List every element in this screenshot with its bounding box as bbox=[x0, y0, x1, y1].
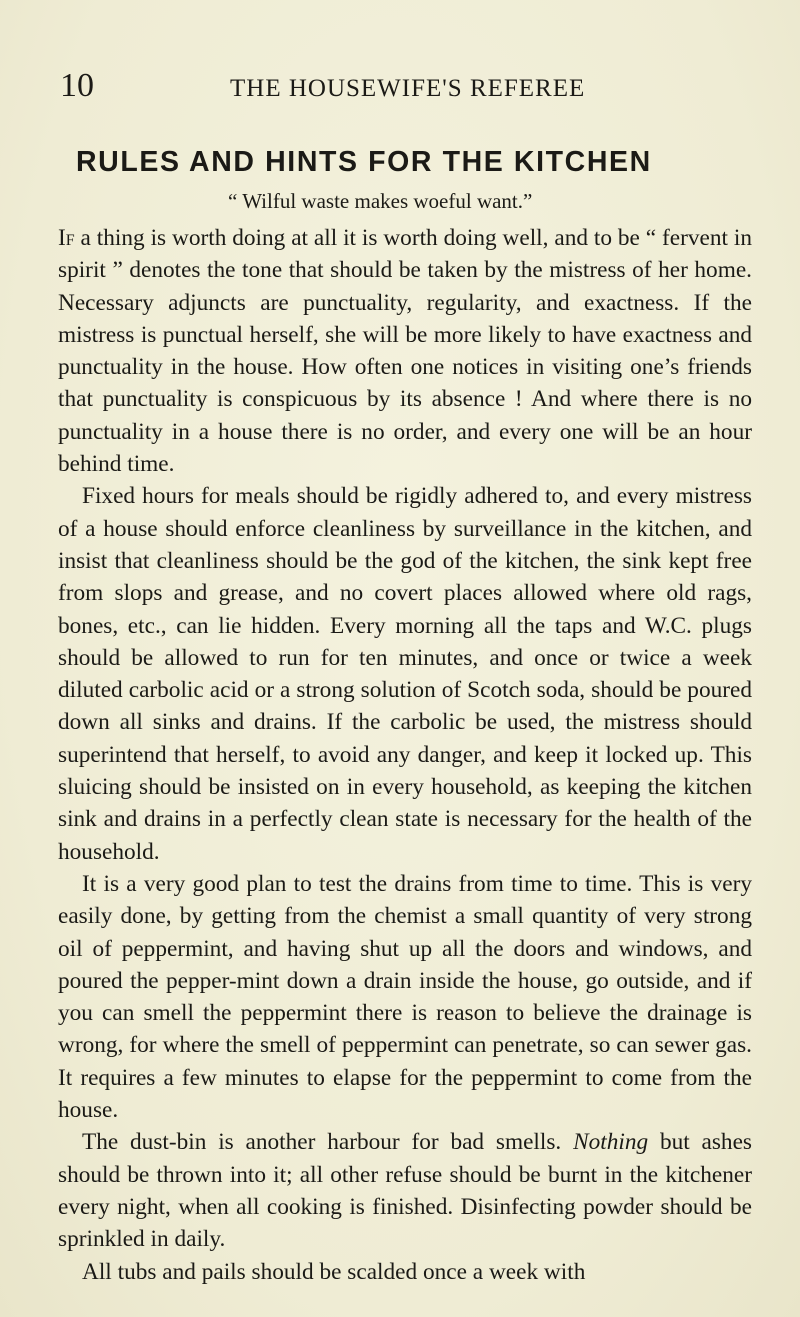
paragraph-drain-test: It is a very good plan to test the drains from time to time. This is very easily done, by getting from the chemist a small quantity of very strong oil of peppermint, and having shut up all the doors and windows, and poured the pepper-mint down a drain inside the house, go outside, and if you can smell the peppermint there is reason to believe the drainage is wrong, for where the smell of peppermint can penetrate, so can sewer gas. It requires a few minutes to elapse for the peppermint to come from the house. bbox=[58, 870, 752, 1124]
paragraph-dust-bin bbox=[58, 1126, 752, 1255]
epigraph: “ Wilful waste makes woeful want.” bbox=[228, 189, 533, 213]
drop-lead-word: If bbox=[58, 225, 75, 251]
emphasized-word: Nothing bbox=[573, 1129, 649, 1156]
paragraph-text: a thing is worth doing at all it is worth doing well, and to be “ fervent in spirit ” denotes the tone that should be taken by the mistress of her home. Necessary adjuncts are punctuality, regularity, and exactness. If the mistress is punctual herself, she will be more likely to have exactness and punctuality in the house. How often one notices in visiting one’s friends that punctuality is conspicuous by its absence ! And where there is no punctuality in a house there is no order, and every one will be an hour behind time. bbox=[58, 225, 752, 478]
paragraph-text: but ashes should be thrown into it; all other refuse should be burnt in the kitchener every night, when all cooking is finished. Disinfecting powder should be sprinkled in daily. bbox=[58, 1129, 752, 1253]
chapter-title: RULES AND HINTS FOR THE KITCHEN bbox=[76, 146, 652, 178]
paragraph-text: The dust-bin is another harbour for bad smells. bbox=[82, 1129, 574, 1156]
paragraph-tubs: All tubs and pails should be scalded once a week with bbox=[82, 1258, 586, 1285]
running-head: THE HOUSEWIFE'S REFEREE bbox=[230, 75, 586, 102]
page-number: 10 bbox=[60, 67, 94, 104]
paragraph-cleanliness: Fixed hours for meals should be rigidly adhered to, and every mistress of a house should enforce cleanliness by surveillance in the kitchen, and insist that cleanliness should be the god of the kitchen, the sink kept free from slops and grease, and no covert places allowed where old rags, bones, etc., can lie hidden. Every morning all the taps and W.C. plugs should be allowed to run for ten minutes, and once or twice a week diluted carbolic acid or a strong solution of Scotch soda, should be poured down all sinks and drains. If the carbolic be used, the mistress should superintend that herself, to avoid any danger, and keep it locked up. This sluicing should be insisted on in every household, as keeping the kitchen sink and drains in a perfectly clean state is necessary for the health of the household. bbox=[58, 483, 752, 865]
body-text bbox=[58, 222, 752, 1288]
paragraph-punctuality bbox=[58, 222, 752, 480]
